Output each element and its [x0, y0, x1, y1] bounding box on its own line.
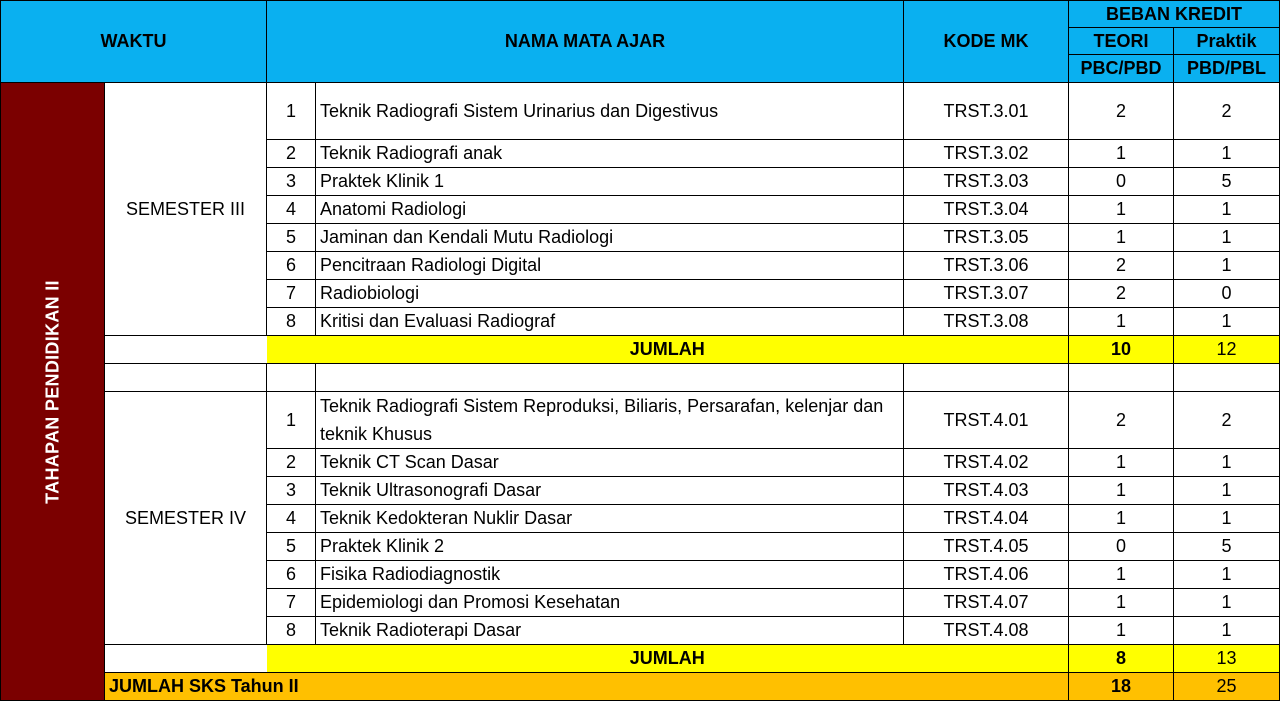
course-teori: 2: [1069, 280, 1174, 308]
course-praktik: 1: [1174, 561, 1280, 589]
course-teori: 1: [1069, 196, 1174, 224]
course-code: TRST.4.06: [904, 561, 1069, 589]
course-teori: 1: [1069, 140, 1174, 168]
total-row: [1, 673, 1280, 701]
course-code: TRST.3.01: [904, 83, 1069, 140]
course-praktik: 1: [1174, 589, 1280, 617]
sum-row: [1, 336, 1280, 364]
course-name: Radiobiologi: [316, 280, 904, 308]
course-code: TRST.3.03: [904, 168, 1069, 196]
course-name: Teknik Radiografi Sistem Reproduksi, Biliaris, Persarafan, kelenjar dan teknik Khusus: [316, 392, 904, 449]
sum-label: JUMLAH: [267, 645, 1069, 673]
course-teori: 1: [1069, 224, 1174, 252]
course-praktik: 1: [1174, 505, 1280, 533]
course-teori: 1: [1069, 308, 1174, 336]
table-row: [1, 83, 1280, 140]
course-number: 7: [267, 280, 316, 308]
course-name: Kritisi dan Evaluasi Radiograf: [316, 308, 904, 336]
course-praktik: 1: [1174, 224, 1280, 252]
course-teori: 2: [1069, 83, 1174, 140]
sum-spacer: [105, 336, 267, 364]
course-number: 2: [267, 449, 316, 477]
course-number: 1: [267, 83, 316, 140]
header-praktik-sub: PBD/PBL: [1174, 55, 1280, 83]
course-praktik: 1: [1174, 308, 1280, 336]
side-label: TAHAPAN PENDIDIKAN II: [42, 279, 62, 504]
course-name: Pencitraan Radiologi Digital: [316, 252, 904, 280]
course-number: 8: [267, 617, 316, 645]
course-praktik: 1: [1174, 617, 1280, 645]
course-number: 1: [267, 392, 316, 449]
sum-teori: 8: [1069, 645, 1174, 673]
course-praktik: 2: [1174, 392, 1280, 449]
course-name: Fisika Radiodiagnostik: [316, 561, 904, 589]
course-teori: 1: [1069, 589, 1174, 617]
course-code: TRST.4.01: [904, 392, 1069, 449]
course-code: TRST.4.04: [904, 505, 1069, 533]
course-number: 3: [267, 477, 316, 505]
course-number: 7: [267, 589, 316, 617]
header-praktik: Praktik: [1174, 28, 1280, 55]
spacer-row: [1, 364, 1280, 392]
course-number: 4: [267, 196, 316, 224]
course-teori: 1: [1069, 477, 1174, 505]
sum-praktik: 13: [1174, 645, 1280, 673]
course-praktik: 1: [1174, 477, 1280, 505]
course-name: Epidemiologi dan Promosi Kesehatan: [316, 589, 904, 617]
course-teori: 2: [1069, 252, 1174, 280]
sum-spacer: [105, 645, 267, 673]
course-praktik: 1: [1174, 140, 1280, 168]
course-name: Teknik Radiografi Sistem Urinarius dan Digestivus: [316, 83, 904, 140]
course-praktik: 1: [1174, 196, 1280, 224]
table-row: [1, 392, 1280, 449]
course-name: Jaminan dan Kendali Mutu Radiologi: [316, 224, 904, 252]
course-number: 5: [267, 533, 316, 561]
course-number: 2: [267, 140, 316, 168]
course-code: TRST.4.07: [904, 589, 1069, 617]
header-nama-mata-ajar: NAMA MATA AJAR: [267, 1, 904, 83]
course-code: TRST.3.08: [904, 308, 1069, 336]
header-beban-kredit: BEBAN KREDIT: [1069, 1, 1280, 28]
total-label: JUMLAH SKS Tahun II: [105, 673, 1069, 701]
course-praktik: 2: [1174, 83, 1280, 140]
course-teori: 0: [1069, 168, 1174, 196]
course-name: Teknik Kedokteran Nuklir Dasar: [316, 505, 904, 533]
course-number: 5: [267, 224, 316, 252]
semester-label: SEMESTER IV: [105, 392, 267, 645]
sum-row: [1, 645, 1280, 673]
sum-teori: 10: [1069, 336, 1174, 364]
course-teori: 1: [1069, 449, 1174, 477]
course-name: Praktek Klinik 1: [316, 168, 904, 196]
course-teori: 1: [1069, 505, 1174, 533]
sum-praktik: 12: [1174, 336, 1280, 364]
header-teori: TEORI: [1069, 28, 1174, 55]
course-code: TRST.4.08: [904, 617, 1069, 645]
course-number: 6: [267, 252, 316, 280]
course-name: Praktek Klinik 2: [316, 533, 904, 561]
course-code: TRST.3.07: [904, 280, 1069, 308]
course-code: TRST.4.03: [904, 477, 1069, 505]
course-name: Teknik Radioterapi Dasar: [316, 617, 904, 645]
course-name: Anatomi Radiologi: [316, 196, 904, 224]
total-praktik: 25: [1174, 673, 1280, 701]
header-kode-mk: KODE MK: [904, 1, 1069, 83]
course-code: TRST.3.06: [904, 252, 1069, 280]
course-number: 6: [267, 561, 316, 589]
course-code: TRST.3.05: [904, 224, 1069, 252]
course-praktik: 0: [1174, 280, 1280, 308]
course-code: TRST.4.02: [904, 449, 1069, 477]
course-teori: 1: [1069, 617, 1174, 645]
course-code: TRST.3.02: [904, 140, 1069, 168]
course-praktik: 1: [1174, 252, 1280, 280]
course-name: Teknik CT Scan Dasar: [316, 449, 904, 477]
semester-label: SEMESTER III: [105, 83, 267, 336]
header-teori-sub: PBC/PBD: [1069, 55, 1174, 83]
course-number: 3: [267, 168, 316, 196]
course-praktik: 5: [1174, 533, 1280, 561]
header-waktu: WAKTU: [1, 1, 267, 83]
course-praktik: 5: [1174, 168, 1280, 196]
total-teori: 18: [1069, 673, 1174, 701]
course-teori: 0: [1069, 533, 1174, 561]
course-name: Teknik Ultrasonografi Dasar: [316, 477, 904, 505]
side-label-cell: [1, 83, 105, 701]
course-praktik: 1: [1174, 449, 1280, 477]
sum-label: JUMLAH: [267, 336, 1069, 364]
course-number: 4: [267, 505, 316, 533]
course-number: 8: [267, 308, 316, 336]
course-code: TRST.3.04: [904, 196, 1069, 224]
course-name: Teknik Radiografi anak: [316, 140, 904, 168]
course-code: TRST.4.05: [904, 533, 1069, 561]
course-teori: 1: [1069, 561, 1174, 589]
course-teori: 2: [1069, 392, 1174, 449]
